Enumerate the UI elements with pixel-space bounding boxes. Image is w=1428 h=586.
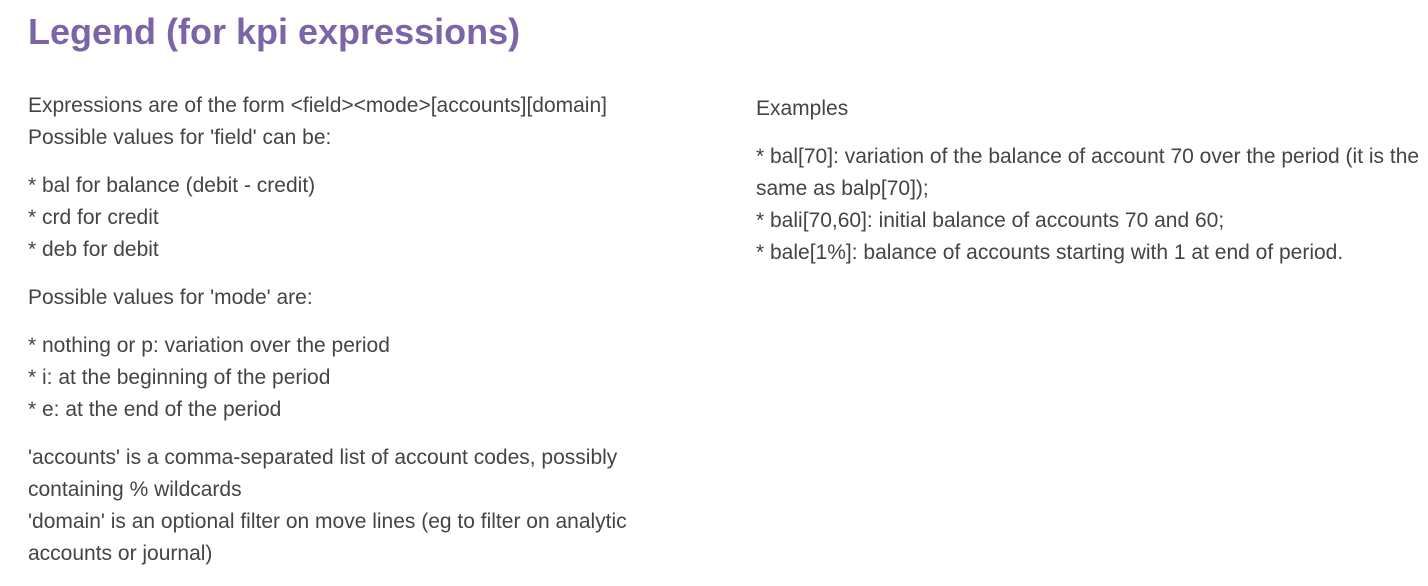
list-item: * e: at the end of the period xyxy=(28,398,282,421)
intro-paragraph xyxy=(28,90,708,154)
list-item: * i: at the beginning of the period xyxy=(28,366,331,389)
examples-column xyxy=(756,93,1428,285)
mode-values-heading: Possible values for 'mode' are: xyxy=(28,286,313,309)
legend-left-column xyxy=(28,90,708,586)
list-item: * deb for debit xyxy=(28,238,159,261)
list-item: * bali[70,60]: initial balance of accounts 70 and 60; xyxy=(756,209,1225,232)
list-item: * nothing or p: variation over the period xyxy=(28,334,390,357)
domain-description: 'domain' is an optional filter on move lines (eg to filter on analytic accounts or journal) xyxy=(28,510,627,565)
page-title: Legend (for kpi expressions) xyxy=(28,11,521,52)
list-item: * crd for credit xyxy=(28,206,159,229)
expression-form-text: Expressions are of the form <field><mode>[accounts][domain] xyxy=(28,94,607,117)
examples-heading: Examples xyxy=(756,97,849,120)
field-values-list xyxy=(28,170,708,266)
mode-values-heading-paragraph xyxy=(28,282,708,314)
accounts-description: 'accounts' is a comma-separated list of account codes, possibly containing % wildcards xyxy=(28,446,618,501)
accounts-domain-paragraph xyxy=(28,442,708,570)
list-item: * bale[1%]: balance of accounts starting with 1 at end of period. xyxy=(756,241,1344,264)
list-item: * bal for balance (debit - credit) xyxy=(28,174,316,197)
mode-values-list xyxy=(28,330,708,426)
list-item: * bal[70]: variation of the balance of account 70 over the period (it is the same as balp[70]); xyxy=(756,145,1420,200)
examples-heading-paragraph xyxy=(756,93,1428,125)
field-values-heading: Possible values for 'field' can be: xyxy=(28,126,332,149)
examples-list xyxy=(756,141,1428,269)
